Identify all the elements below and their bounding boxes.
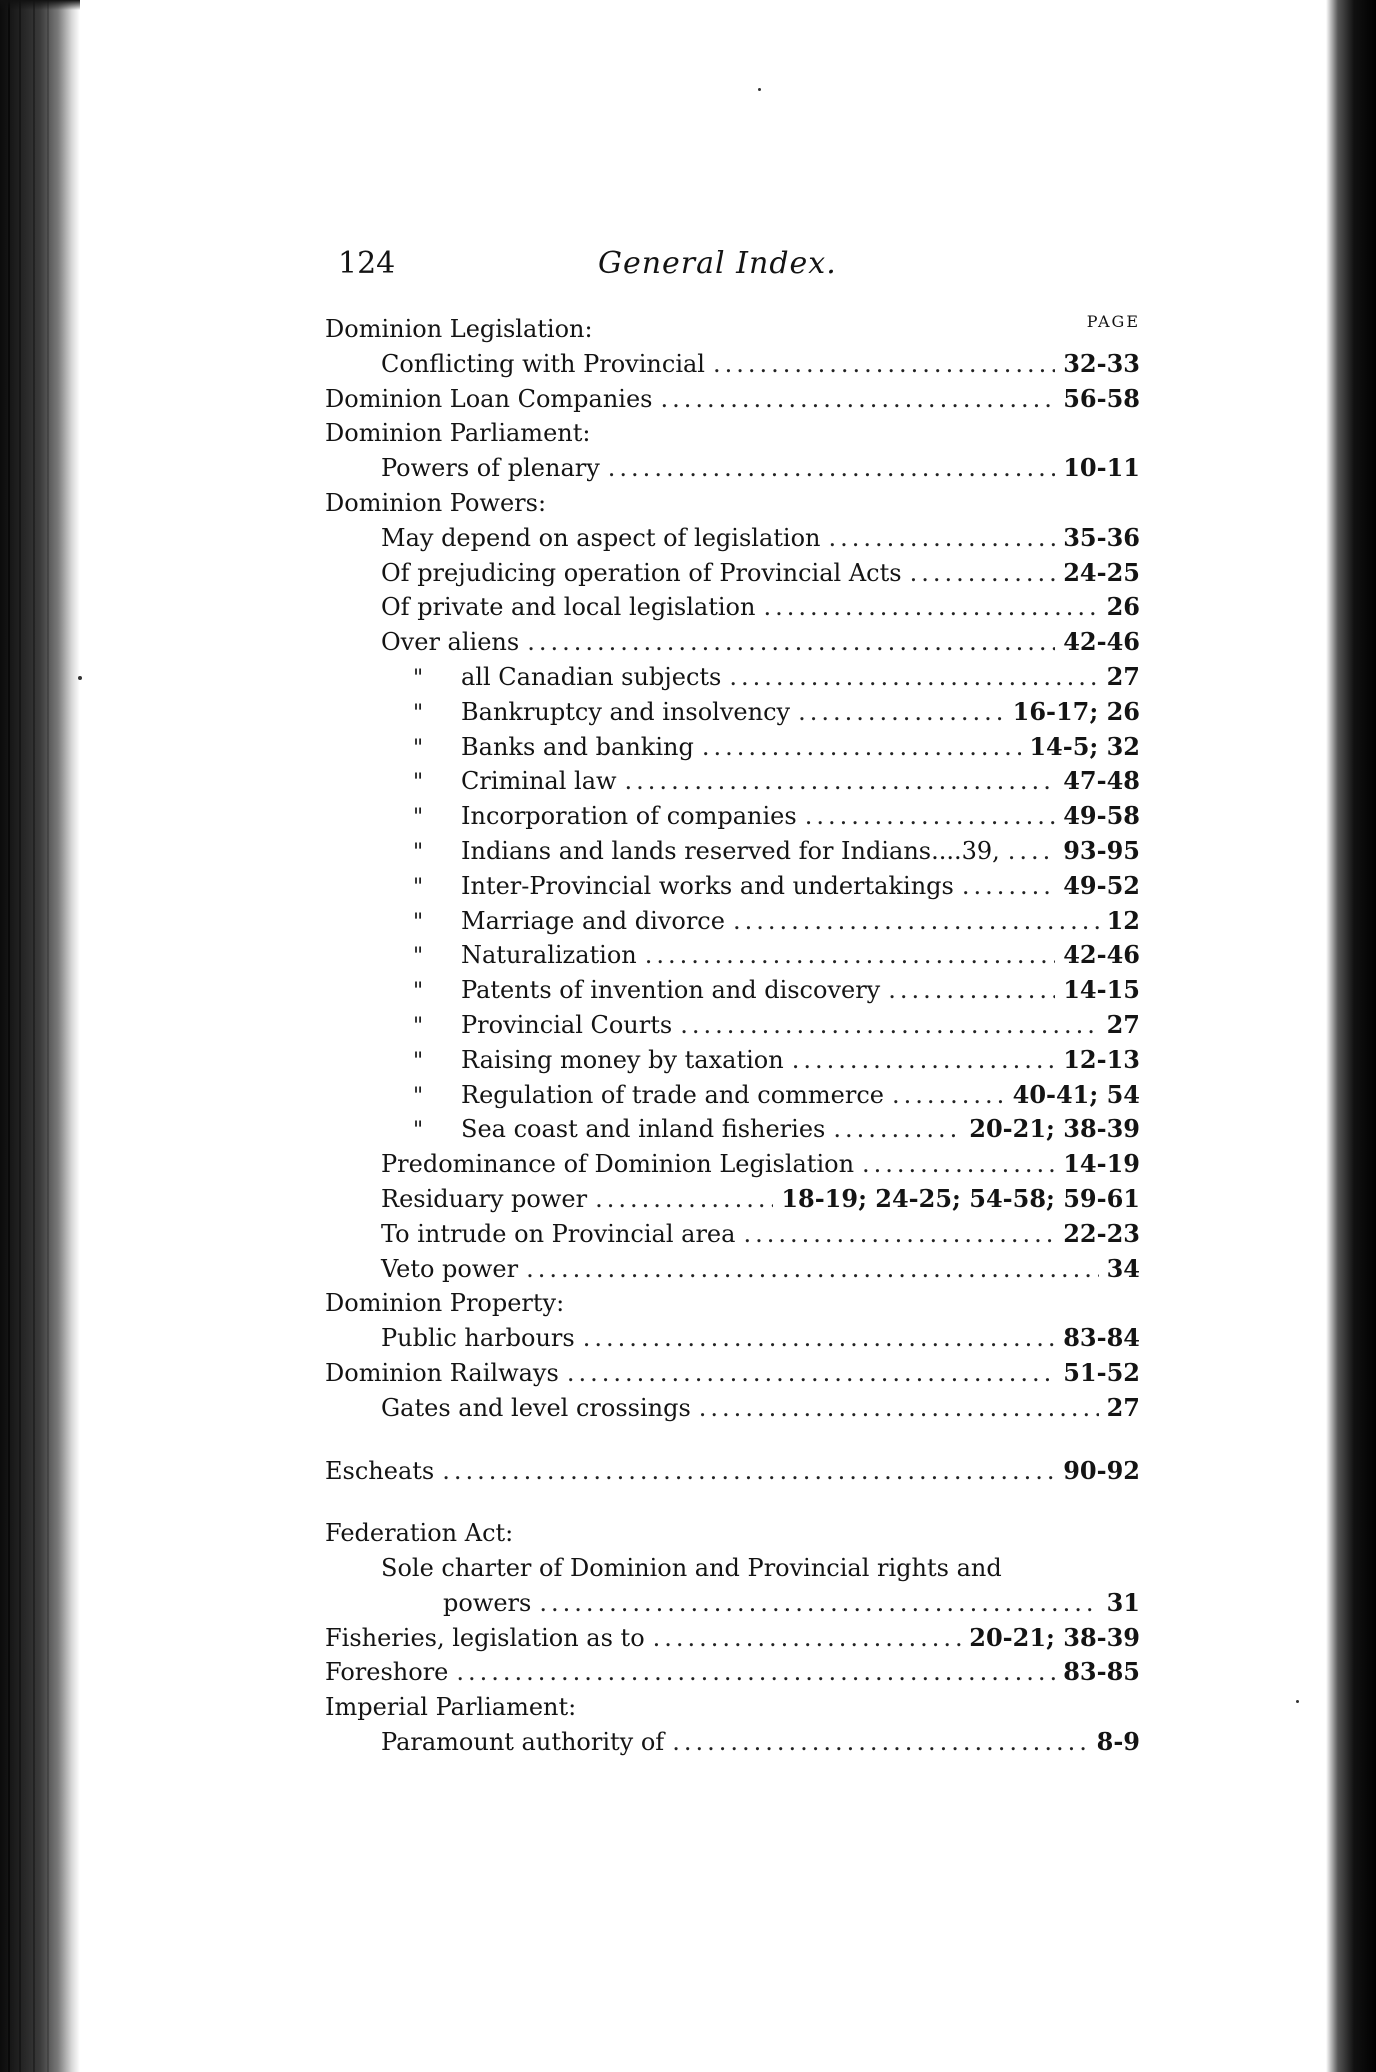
scan-speck — [758, 88, 761, 91]
ditto-mark: " — [413, 1118, 424, 1144]
ditto-mark: " — [413, 1048, 424, 1074]
page-column-label: PAGE — [1086, 312, 1140, 331]
index-term: Sole charter of Dominion and Provincial rights and — [381, 1554, 1002, 1583]
index-term: Residuary power — [381, 1184, 588, 1213]
dot-leader — [792, 1043, 1056, 1078]
dot-leader — [729, 660, 1098, 695]
index-pages: 56-58 — [1063, 383, 1140, 413]
ditto-mark: " — [413, 700, 424, 726]
index-term: Federation Act: — [325, 1519, 514, 1548]
index-entry — [325, 1217, 1140, 1252]
dot-leader — [1008, 834, 1055, 869]
index-term: Sea coast and inland fisheries — [461, 1115, 826, 1144]
index-entry — [325, 1551, 1140, 1586]
index-entry — [325, 1252, 1140, 1287]
dot-leader — [892, 1078, 1005, 1113]
index-heading — [325, 416, 1140, 451]
index-term: Of prejudicing operation of Provincial Acts — [381, 558, 902, 587]
index-pages: 20-21; 38-39 — [969, 1622, 1140, 1652]
index-term: Conflicting with Provincial — [381, 349, 705, 378]
index-term: Dominion Property: — [325, 1289, 565, 1318]
index-term: Incorporation of companies — [461, 802, 797, 831]
dot-leader — [608, 451, 1055, 486]
index-entry — [325, 1356, 1140, 1391]
index-pages: 32-33 — [1063, 348, 1140, 378]
index-subentry — [325, 1078, 1140, 1113]
index-term: all Canadian subjects — [461, 662, 722, 691]
ditto-mark: " — [413, 979, 424, 1005]
index-pages: 27 — [1106, 1009, 1140, 1039]
index-pages: 12-13 — [1063, 1044, 1140, 1074]
index-list — [325, 312, 1140, 1760]
index-pages: 10-11 — [1063, 453, 1140, 483]
index-pages: 49-58 — [1063, 801, 1140, 831]
index-entry — [325, 451, 1140, 486]
dot-leader — [660, 382, 1055, 417]
index-subentry — [325, 869, 1140, 904]
index-subentry — [325, 764, 1140, 799]
index-term: Provincial Courts — [461, 1010, 673, 1039]
dot-leader — [763, 590, 1098, 625]
index-pages: 14-15 — [1063, 975, 1140, 1005]
dot-leader — [733, 904, 1099, 939]
index-pages: 83-85 — [1063, 1657, 1140, 1687]
index-pages: 35-36 — [1063, 522, 1140, 552]
index-term: Dominion Legislation: — [325, 315, 593, 343]
index-pages: 34 — [1106, 1253, 1140, 1283]
index-pages: 24-25 — [1063, 557, 1140, 587]
index-entry — [325, 347, 1140, 382]
index-term: Public harbours — [381, 1324, 575, 1353]
index-term: Dominion Railways — [325, 1358, 559, 1387]
dot-leader — [862, 1147, 1055, 1182]
index-pages: 14-19 — [1063, 1149, 1140, 1179]
index-pages: 90-92 — [1063, 1455, 1140, 1485]
dot-leader — [805, 799, 1056, 834]
index-term: Patents of invention and discovery — [461, 976, 881, 1005]
index-pages: 42-46 — [1063, 940, 1140, 970]
page-header — [338, 246, 1138, 290]
index-pages: 31 — [1106, 1587, 1140, 1617]
index-subentry — [325, 904, 1140, 939]
dot-leader — [699, 1391, 1099, 1426]
index-pages: 20-21; 38-39 — [969, 1114, 1140, 1144]
ditto-mark: " — [413, 735, 424, 761]
index-entry — [325, 1454, 1140, 1489]
index-term: Naturalization — [461, 941, 637, 970]
index-entry — [325, 625, 1140, 660]
dot-leader — [829, 521, 1056, 556]
ditto-mark: " — [413, 805, 424, 831]
index-term: Bankruptcy and insolvency — [461, 697, 791, 726]
index-term: May depend on aspect of legislation — [381, 523, 821, 552]
dot-leader — [653, 1621, 962, 1656]
index-term: Predominance of Dominion Legislation — [381, 1150, 855, 1179]
index-pages: 18-19; 24-25; 54-58; 59-61 — [781, 1183, 1140, 1213]
index-term: powers — [443, 1588, 532, 1617]
index-subentry — [325, 1008, 1140, 1043]
dot-leader — [645, 938, 1056, 973]
index-term: Criminal law — [461, 767, 617, 796]
index-heading — [325, 486, 1140, 521]
index-heading — [325, 312, 1140, 347]
dot-leader — [680, 1008, 1098, 1043]
index-entry — [325, 1182, 1140, 1217]
index-term: Imperial Parliament: — [325, 1693, 577, 1722]
dot-leader — [539, 1586, 1098, 1621]
index-pages: 26 — [1106, 592, 1140, 622]
index-heading — [325, 1286, 1140, 1321]
index-pages: 16-17; 26 — [1012, 696, 1140, 726]
index-term: Powers of plenary — [381, 454, 600, 483]
index-term: Dominion Powers: — [325, 488, 547, 517]
index-pages: 93-95 — [1063, 835, 1140, 865]
index-subentry — [325, 834, 1140, 869]
ditto-mark: " — [413, 665, 424, 691]
index-entry — [325, 1725, 1140, 1760]
index-subentry — [325, 1043, 1140, 1078]
index-term: Veto power — [381, 1254, 519, 1283]
ditto-mark: " — [413, 874, 424, 900]
index-pages: 12 — [1106, 905, 1140, 935]
ditto-mark: " — [413, 944, 424, 970]
ditto-mark: " — [413, 909, 424, 935]
index-entry — [325, 556, 1140, 591]
index-pages: 40-41; 54 — [1012, 1079, 1140, 1109]
dot-leader — [595, 1182, 773, 1217]
ditto-mark: " — [413, 770, 424, 796]
index-pages: 47-48 — [1063, 766, 1140, 796]
index-term: Dominion Parliament: — [325, 419, 591, 448]
index-term: Inter-Provincial works and undertakings — [461, 871, 954, 900]
scan-speck — [1296, 1700, 1299, 1703]
index-heading — [325, 1690, 1140, 1725]
index-entry — [325, 1321, 1140, 1356]
index-entry — [325, 590, 1140, 625]
index-subentry — [325, 730, 1140, 765]
index-entry — [325, 521, 1140, 556]
index-term: Marriage and divorce — [461, 906, 725, 935]
index-term: To intrude on Provincial area — [381, 1219, 736, 1248]
dot-leader — [567, 1356, 1055, 1391]
index-term: Raising money by taxation — [461, 1045, 784, 1074]
dot-leader — [583, 1321, 1056, 1356]
index-pages: 27 — [1106, 661, 1140, 691]
index-entry — [325, 1586, 1140, 1621]
scan-shadow-left — [0, 0, 80, 2072]
index-pages: 14-5; 32 — [1029, 731, 1140, 761]
ditto-mark: " — [413, 839, 424, 865]
index-subentry — [325, 660, 1140, 695]
index-subentry — [325, 1112, 1140, 1147]
dot-leader — [743, 1217, 1055, 1252]
index-term: Dominion Loan Companies — [325, 384, 653, 413]
scan-shadow-right — [1326, 0, 1376, 2072]
index-subentry — [325, 695, 1140, 730]
index-entry — [325, 1621, 1140, 1656]
index-entry — [325, 1147, 1140, 1182]
index-subentry — [325, 799, 1140, 834]
index-term: Fisheries, legislation as to — [325, 1623, 645, 1652]
dot-leader — [910, 556, 1056, 591]
scan-speck — [78, 676, 82, 680]
index-term: Escheats — [325, 1456, 435, 1485]
index-pages: 49-52 — [1063, 870, 1140, 900]
page-number: 124 — [338, 246, 396, 281]
index-pages: 83-84 — [1063, 1323, 1140, 1353]
index-term: Gates and level crossings — [381, 1393, 691, 1422]
index-entry — [325, 382, 1140, 417]
dot-leader — [888, 973, 1055, 1008]
ditto-mark: " — [413, 1013, 424, 1039]
index-term: Indians and lands reserved for Indians....39, — [461, 836, 1000, 865]
dot-leader — [962, 869, 1055, 904]
index-term: Paramount authority of — [381, 1728, 665, 1757]
ditto-mark: " — [413, 1083, 424, 1109]
index-subentry — [325, 973, 1140, 1008]
dot-leader — [526, 1252, 1099, 1287]
dot-leader — [672, 1725, 1088, 1760]
index-pages: 51-52 — [1063, 1357, 1140, 1387]
index-entry — [325, 1391, 1140, 1426]
dot-leader — [702, 730, 1022, 765]
dot-leader — [527, 625, 1055, 660]
dot-leader — [625, 764, 1056, 799]
index-term: Over aliens — [381, 628, 520, 657]
dot-leader — [833, 1112, 961, 1147]
dot-leader — [713, 347, 1055, 382]
dot-leader — [456, 1655, 1055, 1690]
index-pages: 22-23 — [1063, 1218, 1140, 1248]
index-term: Of private and local legislation — [381, 593, 756, 622]
index-pages: 27 — [1106, 1392, 1140, 1422]
index-pages: 42-46 — [1063, 627, 1140, 657]
index-entry — [325, 1655, 1140, 1690]
dot-leader — [798, 695, 1005, 730]
index-term: Banks and banking — [461, 732, 694, 761]
index-heading — [325, 1516, 1140, 1551]
index-term: Regulation of trade and commerce — [461, 1080, 884, 1109]
dot-leader — [442, 1454, 1055, 1489]
index-pages: 8-9 — [1096, 1727, 1140, 1757]
index-subentry — [325, 938, 1140, 973]
running-head: General Index. — [598, 246, 837, 281]
index-term: Foreshore — [325, 1658, 449, 1687]
